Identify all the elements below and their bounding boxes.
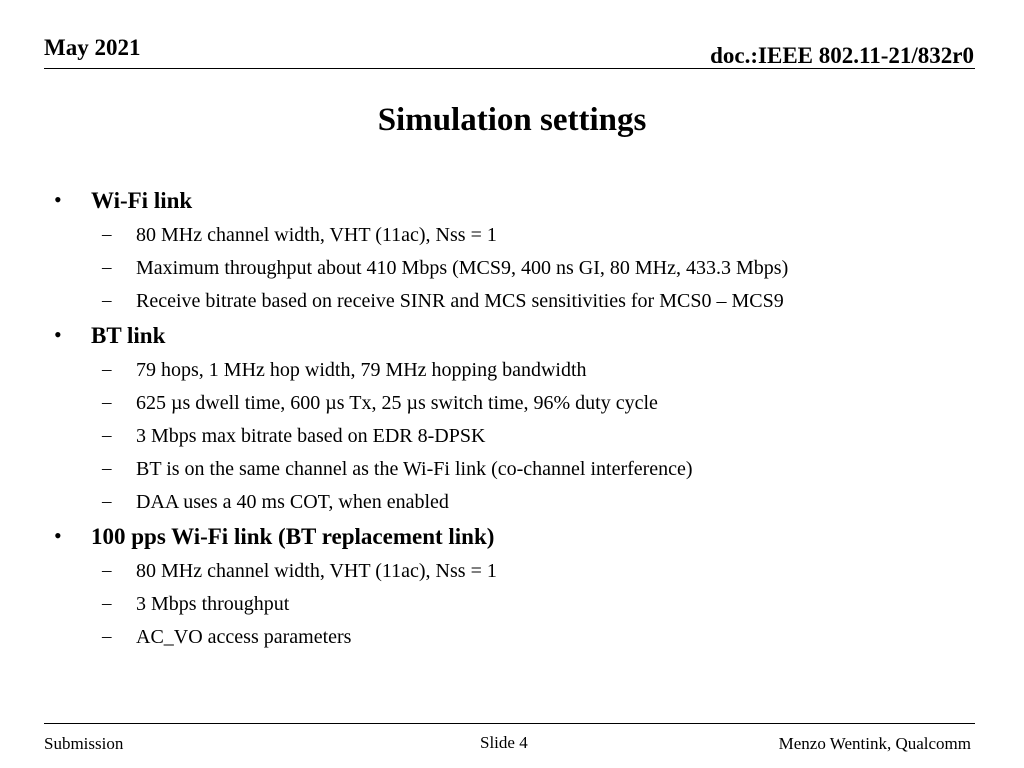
- footer-divider: [44, 723, 975, 724]
- bullet-marker: •: [54, 523, 62, 548]
- dash-marker: –: [102, 626, 112, 647]
- bullet-marker: •: [54, 322, 62, 347]
- footer-author: Menzo Wentink, Qualcomm: [778, 734, 971, 753]
- sub-bullet-text: DAA uses a 40 ms COT, when enabled: [136, 491, 449, 513]
- dash-marker: –: [102, 593, 112, 614]
- dash-marker: –: [102, 290, 112, 311]
- sub-bullet-text: BT is on the same channel as the Wi-Fi link (co-channel interference): [136, 458, 693, 480]
- bullet-text: 100 pps Wi-Fi link (BT replacement link): [91, 524, 495, 549]
- dash-marker: –: [102, 458, 112, 479]
- slide-title: Simulation settings: [377, 102, 647, 138]
- bullet-marker: •: [54, 187, 62, 212]
- footer-submission: Submission: [44, 734, 124, 753]
- sub-bullet-text: 79 hops, 1 MHz hop width, 79 MHz hopping bandwidth: [136, 359, 587, 381]
- dash-marker: –: [102, 359, 112, 380]
- dash-marker: –: [102, 392, 112, 413]
- sub-bullet-text: 80 MHz channel width, VHT (11ac), Nss = 1: [136, 224, 497, 246]
- dash-marker: –: [102, 560, 112, 581]
- sub-bullet-text: 3 Mbps max bitrate based on EDR 8-DPSK: [136, 425, 486, 447]
- sub-bullet-text: 80 MHz channel width, VHT (11ac), Nss = 1: [136, 560, 497, 582]
- sub-bullet-text: 3 Mbps throughput: [136, 593, 290, 615]
- dash-marker: –: [102, 491, 112, 512]
- dash-marker: –: [102, 425, 112, 446]
- sub-bullet-text: AC_VO access parameters: [136, 626, 352, 648]
- bullet-text: BT link: [91, 323, 166, 348]
- sub-bullet-text: 625 µs dwell time, 600 µs Tx, 25 µs switch time, 96% duty cycle: [136, 392, 658, 414]
- footer-slide-number: Slide 4: [480, 733, 528, 752]
- sub-bullet-text: Receive bitrate based on receive SINR and MCS sensitivities for MCS0 – MCS9: [136, 290, 784, 312]
- header-doc-id: doc.:IEEE 802.11-21/832r0: [710, 43, 974, 68]
- dash-marker: –: [102, 257, 112, 278]
- header-date: May 2021: [44, 35, 141, 60]
- sub-bullet-text: Maximum throughput about 410 Mbps (MCS9, 400 ns GI, 80 MHz, 433.3 Mbps): [136, 257, 789, 279]
- dash-marker: –: [102, 224, 112, 245]
- bullet-text: Wi-Fi link: [91, 188, 193, 213]
